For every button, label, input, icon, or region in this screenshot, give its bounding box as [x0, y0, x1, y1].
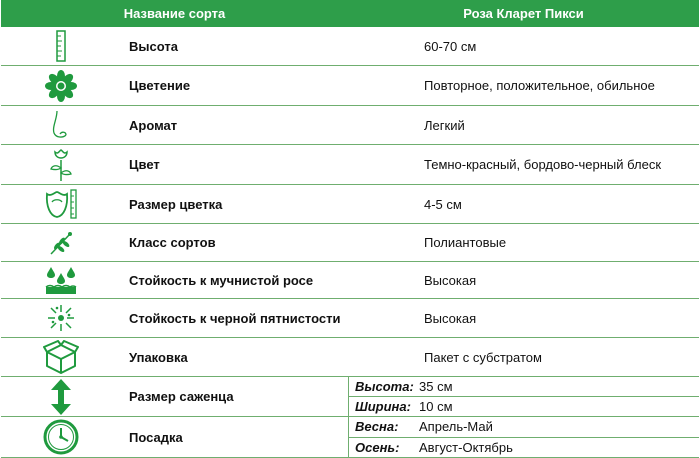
sub-key: Высота:	[355, 379, 414, 394]
box-icon	[43, 340, 79, 374]
sub-key: Осень:	[355, 439, 400, 455]
sub-key: Весна:	[355, 419, 399, 435]
seedling-width	[348, 396, 699, 416]
row-label: Цветение	[129, 78, 191, 93]
table-row	[1, 145, 699, 185]
clock-icon	[43, 419, 79, 455]
rose-icon	[48, 148, 74, 182]
table-row	[1, 377, 699, 417]
row-value: Темно-красный, бордово-черный блеск	[424, 157, 662, 172]
row-label: Посадка	[129, 429, 183, 445]
row-label: Стойкость к мучнистой росе	[129, 272, 314, 288]
arrows-vertical-icon	[51, 379, 71, 415]
sub-value: 35 см	[419, 379, 453, 394]
row-value: Полиантовые	[424, 235, 507, 250]
table-row	[1, 262, 699, 299]
sub-value: Апрель-Май	[419, 419, 493, 435]
header-variety-name: Название сорта	[123, 6, 226, 21]
table-row	[1, 224, 699, 262]
row-label: Аромат	[129, 117, 178, 133]
row-label: Упаковка	[129, 349, 188, 365]
row-value: Легкий	[424, 117, 465, 133]
characteristics-table	[1, 0, 699, 458]
row-label: Класс сортов	[129, 235, 216, 250]
table-row	[1, 27, 699, 66]
row-value: Повторное, положительное, обильное	[424, 78, 655, 93]
table-row	[1, 338, 699, 377]
row-value: 4-5 см	[424, 196, 462, 212]
flower-icon	[45, 70, 77, 102]
row-label: Размер саженца	[129, 389, 234, 404]
row-label: Размер цветка	[129, 196, 223, 212]
drops-icon	[45, 265, 77, 295]
sprig-icon	[48, 230, 74, 256]
row-value: Высокая	[424, 272, 477, 288]
table-row	[1, 299, 699, 338]
table-row	[1, 66, 699, 106]
header-variety-value: Роза Кларет Пикси	[463, 6, 584, 21]
table-row	[1, 417, 699, 458]
sub-value: 10 см	[419, 399, 453, 414]
table-row	[1, 106, 699, 145]
spots-icon	[46, 303, 76, 333]
rose-measure-icon	[44, 188, 78, 220]
row-value: 60-70 см	[424, 38, 477, 54]
planting-spring	[348, 417, 699, 437]
row-value: Пакет с субстратом	[424, 349, 542, 365]
row-label: Цвет	[129, 157, 160, 172]
sub-key: Ширина:	[355, 399, 411, 414]
sub-value: Август-Октябрь	[419, 439, 513, 455]
nose-icon	[49, 109, 73, 141]
table-row	[1, 185, 699, 224]
seedling-height	[348, 377, 699, 396]
row-value: Высокая	[424, 310, 477, 326]
ruler-icon	[56, 30, 66, 62]
row-label: Стойкость к черной пятнистости	[129, 310, 341, 326]
row-label: Высота	[129, 38, 178, 54]
table-header	[1, 0, 699, 27]
